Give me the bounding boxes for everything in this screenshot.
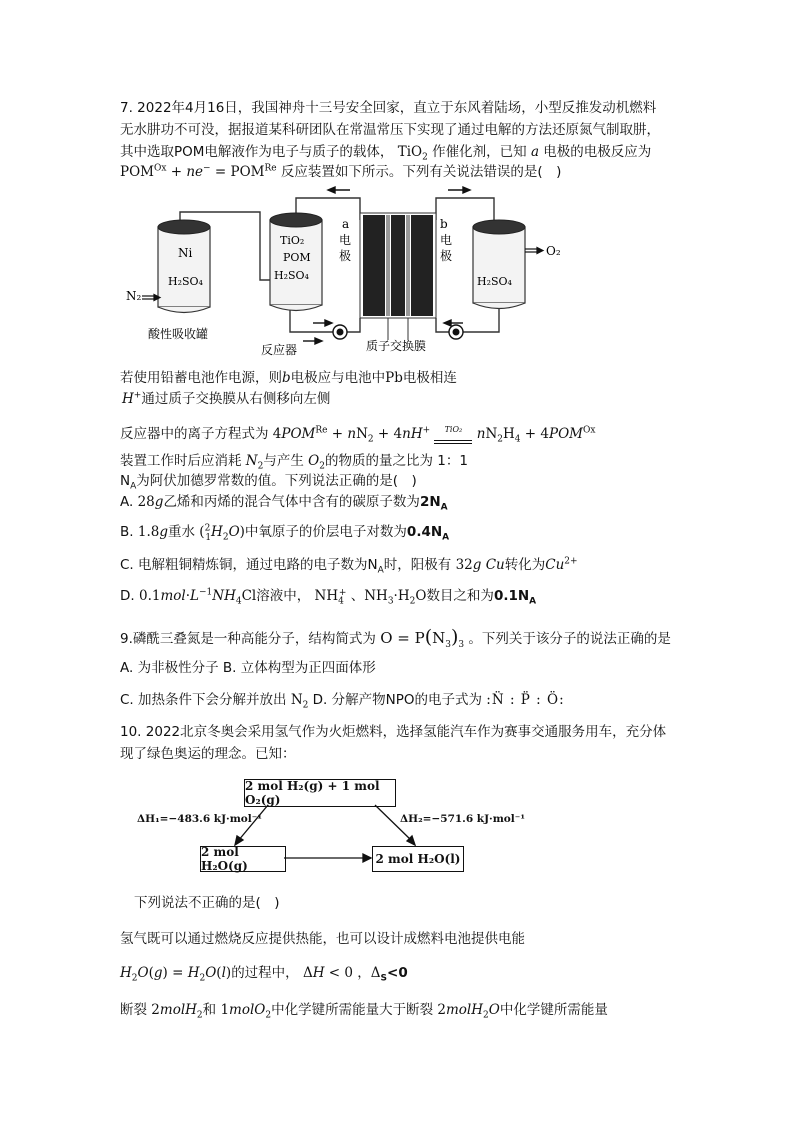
svg-text:N₂: N₂: [126, 289, 142, 303]
q10-option-b: $H_2O(g) = H_2O(l)$的过程中， ΔH < 0 ，$\Delta_S<0$: [120, 965, 408, 984]
svg-text:Ni: Ni: [178, 246, 193, 260]
q10-stem: 下列说法不正确的是( ): [134, 895, 280, 911]
q8-stem: $N_A$为阿伏加德罗常数的值。下列说法正确的是( ): [120, 473, 417, 492]
q8-option-b: B. 1.8g重水 $(^2_1H_2O)$中氧原子的价层电子对数为$0.4N_A$: [120, 523, 450, 543]
pom-half-reaction: $POM^{Ox} + ne^- = POM^{Re}$: [120, 163, 277, 180]
svg-text:a: a: [342, 217, 350, 231]
svg-text:TiO₂: TiO₂: [280, 234, 305, 247]
delta-h2-label: ΔH₂=−571.6 kJ·mol⁻¹: [400, 813, 525, 825]
svg-text:POM: POM: [283, 251, 311, 264]
q9-option-cd: C. 加热条件下会分解并放出 $N_2$ D. 分解产物NPO的电子式为 :N̈ : P̈ : Ö:: [120, 692, 565, 711]
svg-text:质子交换膜: 质子交换膜: [366, 339, 427, 353]
svg-text:极: 极: [339, 249, 352, 263]
svg-text:极: 极: [440, 249, 453, 263]
q7-line-1: 7. 2022年4月16日，我国神舟十三号安全回家，直立于东风着陆场，小型反推发动机燃料: [120, 100, 657, 116]
svg-text:b: b: [440, 217, 448, 231]
q7-line-3: 其中选取POM电解液作为电子与质子的载体， TiO$_2$ 作催化剂，已知 a 电极的电极反应为: [120, 144, 652, 163]
enthalpy-box-reactants: 2 mol H₂(g) + 1 mol O₂(g): [244, 779, 396, 807]
enthalpy-box-water-gas: 2 mol H₂O(g): [200, 846, 286, 872]
q7-line-4: $POM^{Ox} + ne^- = POM^{Re}$ 反应装置如下所示。下列有关说法错误的是( ): [120, 163, 562, 180]
svg-text:酸性吸收罐: 酸性吸收罐: [148, 327, 209, 341]
npo-electron-formula: :N̈ : P̈ : Ö:: [486, 692, 565, 708]
q9-stem: 9.磷酰三叠氮是一种高能分子，结构简式为 $O = P(N_3)_3$ 。下列关于该分子的说法正确的是: [120, 626, 671, 650]
q8-option-d: D. $0.1mol\cdot L^{-1}NH_4Cl$溶液中， $NH_4^+$ 、$NH_3\cdot H_2O$数目之和为$0.1N_A$: [120, 587, 537, 607]
svg-text:电: 电: [440, 233, 453, 247]
q8-option-c: C. 电解粗铜精炼铜，通过电路的电子数为$N_A$时，阳极有 32g Cu转化为$Cu^{2+}$: [120, 556, 578, 576]
svg-text:反应器: 反应器: [261, 343, 298, 357]
q10-line-1: 10. 2022北京冬奥会采用氢气作为火炬燃料，选择氢能汽车作为赛事交通服务用车，充分体: [120, 724, 667, 740]
q9-option-ab: A. 为非极性分子 B. 立体构型为正四面体形: [120, 660, 376, 676]
reactor-ionic-equation: $4POM^{Re} + nN_2 + 4nH^+$ TiO₂ $nN_2H_4 + 4POM^{Ox}$: [272, 425, 596, 445]
svg-text:O₂: O₂: [546, 244, 561, 258]
enthalpy-box-water-liquid: 2 mol H₂O(l): [372, 846, 464, 872]
svg-text:H₂SO₄: H₂SO₄: [168, 275, 203, 288]
q10-option-c: 断裂 2molH$_2$和 1molO$_2$中化学键所需能量大于断裂 2molH$_2$O中化学键所需能量: [120, 1002, 608, 1021]
q7-option-d: 装置工作时后应消耗 $N_2$与产生 $O_2$的物质的量之比为 1：1: [120, 453, 468, 472]
q7-option-a: 若使用铅蓄电池作电源，则b电极应与电池中Pb电极相连: [120, 370, 457, 386]
q8-option-a: A. 28g乙烯和丙烯的混合气体中含有的碳原子数为$2N_A$: [120, 494, 448, 513]
svg-text:H₂SO₄: H₂SO₄: [274, 269, 309, 282]
q7-option-b: H+通过质子交换膜从右侧移向左侧: [122, 390, 331, 407]
q10-option-a: 氢气既可以通过燃烧反应提供热能，也可以设计成燃料电池提供电能: [120, 931, 525, 947]
svg-text:电: 电: [339, 233, 352, 247]
q10-line-2: 现了绿色奥运的理念。已知：: [120, 746, 296, 762]
svg-text:H₂SO₄: H₂SO₄: [477, 275, 512, 288]
q7-line-2: 无水肼功不可没，据报道某科研团队在常温常压下实现了通过电解的方法还原氮气制取肼，: [120, 122, 660, 138]
delta-h1-label: ΔH₁=−483.6 kJ·mol⁻¹: [137, 813, 262, 825]
q7-option-c: 反应器中的离子方程式为 $4POM^{Re} + nN_2 + 4nH^+$ TiO₂ $nN_2H_4 + 4POM^{Ox}$: [120, 425, 596, 445]
